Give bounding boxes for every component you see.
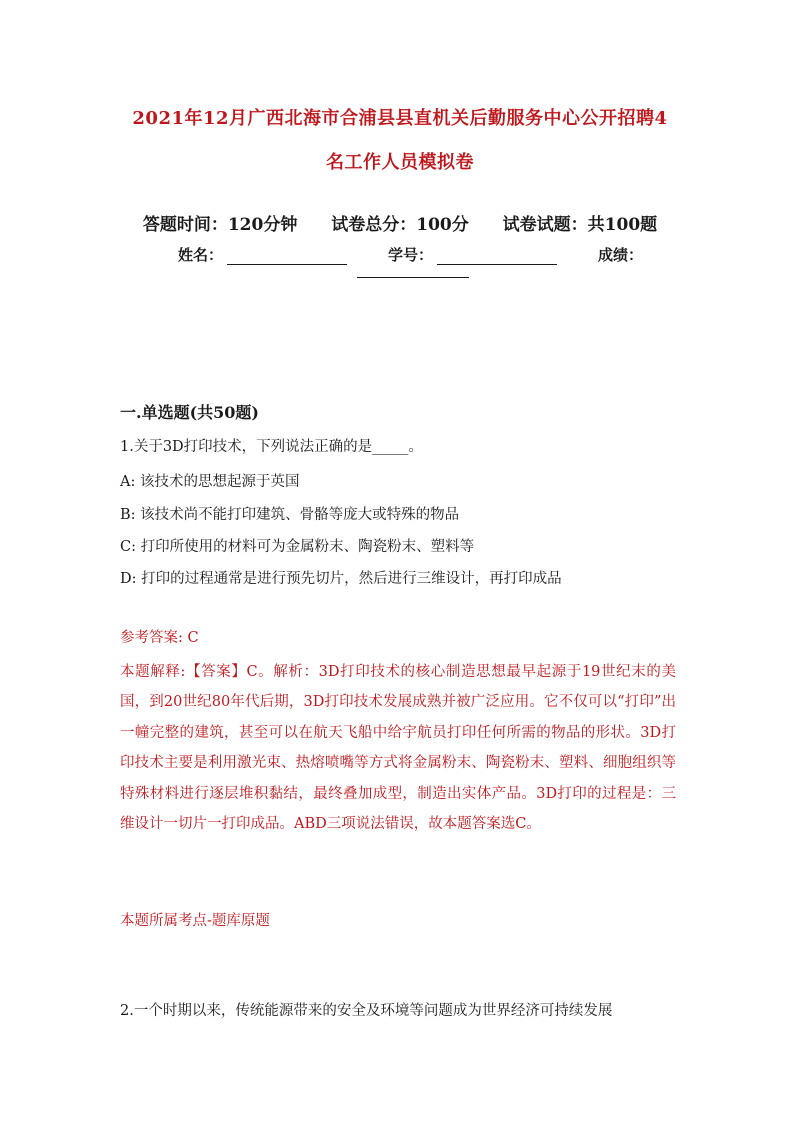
name-blank[interactable] [227, 250, 347, 265]
question-2-stem: 2.一个时期以来，传统能源带来的安全及环境等问题成为世界经济可持续发展 [120, 1003, 613, 1019]
question-1-answer: 参考答案: C [120, 630, 199, 646]
score-field [598, 244, 643, 265]
exam-meta [100, 210, 700, 235]
id-blank[interactable] [437, 250, 557, 265]
question-1-stem: 1.关于3D打印技术，下列说法正确的是_____。 [120, 439, 423, 455]
question-1-option-d: D: 打印的过程通常是进行预先切片，然后进行三维设计，再打印成品 [120, 571, 562, 587]
score-label: 成绩： [598, 246, 644, 264]
id-field [388, 244, 557, 265]
question-1-option-a: A: 该技术的思想起源于英国 [120, 474, 300, 490]
question-1-option-b: B: 该技术尚不能打印建筑、骨骼等庞大或特殊的物品 [120, 507, 460, 523]
question-1-option-c: C: 打印所使用的材料可为金属粉末、陶瓷粉末、塑料等 [120, 539, 475, 555]
exam-title-line-1: 2021年12月广西北海市合浦县县直机关后勤服务中心公开招聘4 [132, 108, 668, 129]
id-label: 学号： [388, 246, 434, 264]
score-blank[interactable] [357, 277, 469, 278]
name-label: 姓名： [178, 246, 224, 264]
exam-question-count: 试卷试题：共100题 [502, 215, 658, 235]
section-title: 一.单选题(共50题) [120, 403, 259, 422]
exam-title-line-2: 名工作人员模拟卷 [326, 152, 474, 173]
question-1-knowledge-point: 本题所属考点-题库原题 [120, 913, 270, 929]
exam-total-score: 试卷总分：100分 [331, 215, 469, 235]
name-field [178, 244, 347, 265]
question-1-explanation: 本题解释:【答案】C。解析：3D打印技术的核心制造思想最早起源于19世纪末的美国，到20世纪80年代后期，3D打印技术发展成熟并被广泛应用。它不仅可以“打印”出一幢完整的建筑，甚至可以在航天飞船中给宇航员打印任何所需的物品的形状。3D打印技术主要是利用激光束、热熔喷嘴等方式将金属粉末、陶瓷粉末、塑料、细胞组织等特殊材料进行逐层堆积黏结，最终叠加成型，制造出实体产品。3D打印的过程是：三维设计一切片一打印成品。ABD三项说法错误，故本题答案选C。 [120, 664, 676, 833]
exam-time: 答题时间：120分钟 [142, 215, 298, 235]
